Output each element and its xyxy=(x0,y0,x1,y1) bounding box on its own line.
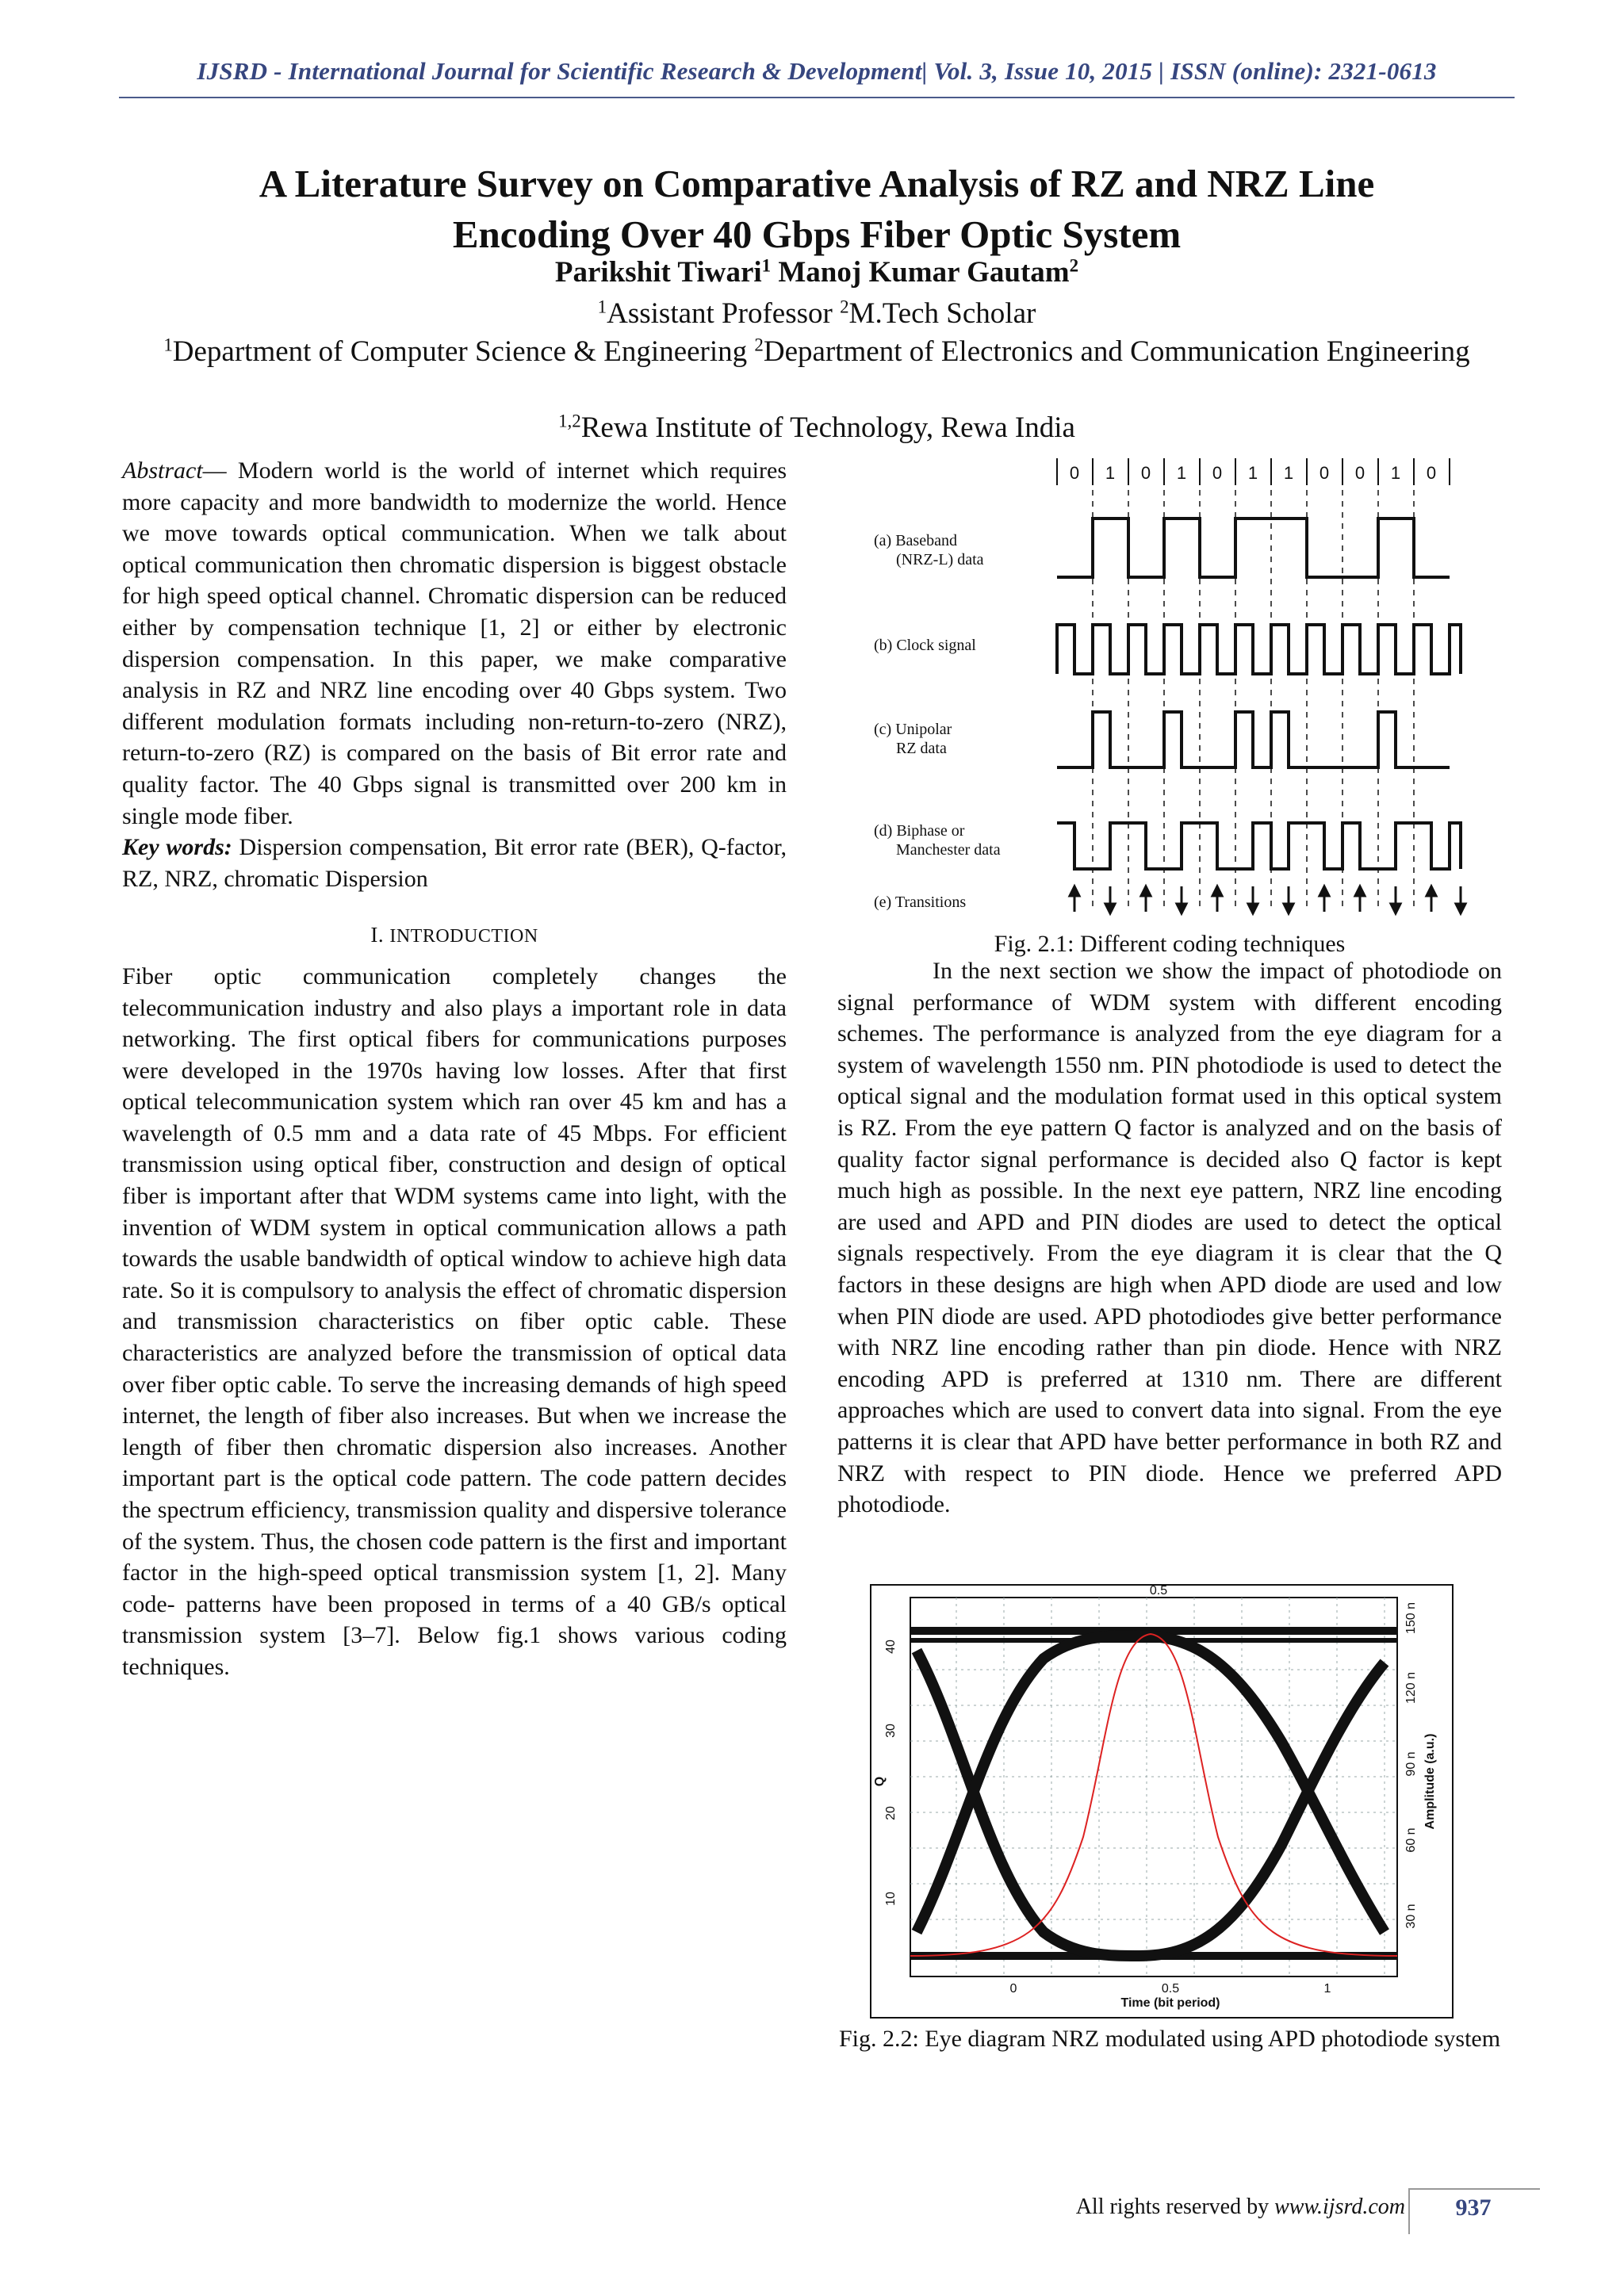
bit-labels xyxy=(1070,463,1436,483)
r-tick: 60 n xyxy=(1404,1827,1418,1853)
abstract xyxy=(122,455,787,832)
pos2: M.Tech Scholar xyxy=(848,297,1036,330)
label-transitions: (e) Transitions xyxy=(874,894,967,911)
pos1: Assistant Professor xyxy=(607,297,841,330)
label-biphase: (d) Biphase or xyxy=(874,822,965,840)
bit-label: 0 xyxy=(1140,463,1151,483)
bit-label: 0 xyxy=(1354,463,1365,483)
x-axis-label: Time (bit period) xyxy=(1120,1996,1220,2010)
inst-sup: 1,2 xyxy=(558,411,581,431)
keywords-label: Key words: xyxy=(122,834,232,861)
r-tick: 90 n xyxy=(1404,1751,1418,1777)
footer-copyright xyxy=(952,2195,1405,2220)
transition-arrows xyxy=(1070,886,1465,913)
author-1: Parikshit Tiwari xyxy=(554,256,762,289)
bit-label: 0 xyxy=(1319,463,1330,483)
bit-label: 1 xyxy=(1176,463,1187,483)
label-manchester: Manchester data xyxy=(896,841,1001,859)
row-labels xyxy=(874,532,1001,911)
r-tick: 150 n xyxy=(1404,1601,1418,1635)
manchester-waveform xyxy=(1057,823,1461,869)
title-line-2: Encoding Over 40 Gbps Fiber Optic System xyxy=(452,212,1182,256)
keywords xyxy=(122,832,787,894)
bit-label: 1 xyxy=(1247,463,1258,483)
bit-label: 1 xyxy=(1105,463,1116,483)
waveforms xyxy=(1057,519,1461,869)
coding-techniques-figure xyxy=(864,450,1491,926)
clock-waveform xyxy=(1057,625,1461,674)
author-1-sup: 1 xyxy=(761,255,772,276)
section-title: INTRODUCTION xyxy=(389,926,538,947)
bit-label: 0 xyxy=(1212,463,1223,483)
y-tick: 20 xyxy=(884,1806,898,1820)
y-tick: 30 xyxy=(884,1724,898,1738)
x-tick: 0 xyxy=(1009,1982,1017,1996)
abstract-text: Modern world is the world of internet which requires more capacity and more bandwidth to modernize the world. Hence we move towards optical communication. When we talk about optical communication then chromatic dispersion is biggest obstacle for high speed optical channel. Chromatic dispersion can be reduced either by compensation technique [1, 2] or either by electronic dispersion compensation. In this paper, we make comparative analysis in RZ and NRZ line encoding over 40 Gbps system. Two different modulation formats including non-return-to-zero (NRZ), return-to-zero (RZ) is compared on the basis of Bit error rate and quality factor. The 40 Gbps signal is transmitted over 200 km in single mode fiber. xyxy=(122,457,787,829)
right-axis-label: Amplitude (a.u.) xyxy=(1423,1733,1437,1830)
label-nrzl: (NRZ-L) data xyxy=(896,551,984,568)
right-column xyxy=(837,955,1502,1521)
x-tick: 1 xyxy=(1323,1982,1331,1996)
bit-label: 0 xyxy=(1426,463,1437,483)
pos2-sup: 2 xyxy=(840,297,849,317)
keywords-text: Dispersion compensation, Bit error rate (BER), Q-factor, RZ, NRZ, chromatic Dispersion xyxy=(122,834,787,892)
r-tick: 120 n xyxy=(1404,1671,1418,1705)
label-rz: RZ data xyxy=(896,740,947,757)
r-tick: 30 n xyxy=(1404,1904,1418,1929)
authors xyxy=(119,255,1515,289)
footer-site-link[interactable]: www.ijsrd.com xyxy=(1274,2195,1405,2219)
nrz-l-waveform xyxy=(1057,519,1450,577)
journal-header: IJSRD - International Journal for Scientific Research & Development| Vol. 3, Issue 10, 2015 | ISSN (online): 2321-0613 xyxy=(197,57,1437,85)
section-number: I. xyxy=(370,923,390,947)
section-heading-introduction xyxy=(122,920,787,953)
abstract-label: Abstract xyxy=(122,457,203,484)
author-2-sup: 2 xyxy=(1069,255,1079,276)
pos1-sup: 1 xyxy=(597,297,607,317)
right-column-text: In the next section we show the impact of photodiode on signal performance of WDM system with different encoding schemes. The performance is analyzed from the eye diagram for a system of wavelength 1550 nm. PIN photodiode is used to detect the optical signal and the modulation format used in this optical system is RZ. From the eye pattern Q factor is analyzed and on the basis of quality factor signal performance is decided also Q factor is kept much high as possible. In the next eye pattern, NRZ line encoding are used and APD and PIN diodes are used to detect the optical signals respectively. From the eye diagram it is clear that the Q factors in these designs are high when APD diode are used and low when PIN diode are used. APD photodiodes give better performance with NRZ line encoding rather than pin diode. Hence with NRZ encoding APD is preferred at 1310 nm. There are different approaches which are used to convert data into signal. From the eye patterns it is clear that APD have better performance in both RZ and NRZ with respect to PIN diode. Hence we preferred APD photodiode. xyxy=(837,958,1502,1518)
dept1: Department of Computer Science & Engineering xyxy=(172,335,755,368)
bit-label: 0 xyxy=(1069,463,1080,483)
paper-title xyxy=(119,159,1515,260)
page-number: 937 xyxy=(1455,2195,1492,2221)
institute xyxy=(119,411,1515,445)
figure-1-caption: Fig. 2.1: Different coding techniques xyxy=(994,931,1346,957)
label-baseband: (a) Baseband xyxy=(874,532,957,549)
dept2-sup: 2 xyxy=(754,335,764,355)
unipolar-rz-waveform xyxy=(1057,712,1450,767)
left-column xyxy=(122,455,787,1683)
figure-2-caption: Fig. 2.2: Eye diagram NRZ modulated using APD photodiode system xyxy=(838,2026,1501,2052)
introduction-text: Fiber optic communication completely changes the telecommunication industry and also plays a important role in data networking. The first optical fibers for communications purposes were developed in the 1970s having low losses. After that first optical telecommunication system which ran over 45 km and has a wavelength of 0.5 mm and a data rate of 45 Mbps. For efficient transmission using optical fiber, construction and design of optical fiber is important after that WDM systems came into light, with the invention of WDM system in optical communication allows a path towards the usable bandwidth of optical window to achieve high data rate. So it is compulsory to analysis the effect of chromatic dispersion and transmission characteristics on fiber optic cable. These characteristics are analyzed before the transmission of optical data over fiber optic cable. To serve the increasing demands of high speed internet, the length of fiber also increases. But when we increase the length of fiber then chromatic dispersion also increases. Another important part is the optical code pattern. The code pattern decides the spectrum efficiency, transmission quality and dispersive tolerance of the system. Thus, the chosen code pattern is the first and important factor in the high-speed optical transmission system [1, 2]. Many code- patterns have been proposed in terms of a 40 GB/s optical transmission system [3–7]. Below fig.1 shows various coding techniques. xyxy=(122,962,787,1680)
eye-diagram-figure xyxy=(869,1583,1454,2019)
title-line-1: A Literature Survey on Comparative Analysis of RZ and NRZ Line xyxy=(259,162,1375,205)
y-axis-label: Q xyxy=(873,1776,887,1787)
inst: Rewa Institute of Technology, Rewa India xyxy=(580,411,1075,444)
y-tick: 10 xyxy=(884,1892,898,1906)
departments xyxy=(151,333,1483,371)
abstract-dash: — xyxy=(202,457,238,484)
top-tick: 0.5 xyxy=(1149,1584,1168,1598)
label-unipolar: (c) Unipolar xyxy=(874,721,952,738)
positions xyxy=(119,297,1515,331)
header-rule xyxy=(119,97,1515,98)
author-2: Manoj Kumar Gautam xyxy=(771,256,1070,289)
label-clock: (b) Clock signal xyxy=(874,637,976,654)
x-tick: 0.5 xyxy=(1161,1982,1180,1996)
footer-prefix: All rights reserved by xyxy=(1075,2195,1275,2219)
bit-label: 1 xyxy=(1283,463,1294,483)
y-tick: 40 xyxy=(884,1640,898,1654)
bit-label: 1 xyxy=(1390,463,1401,483)
dept1-sup: 1 xyxy=(163,335,173,355)
dept2: Department of Electronics and Communication Engineering xyxy=(763,335,1470,368)
